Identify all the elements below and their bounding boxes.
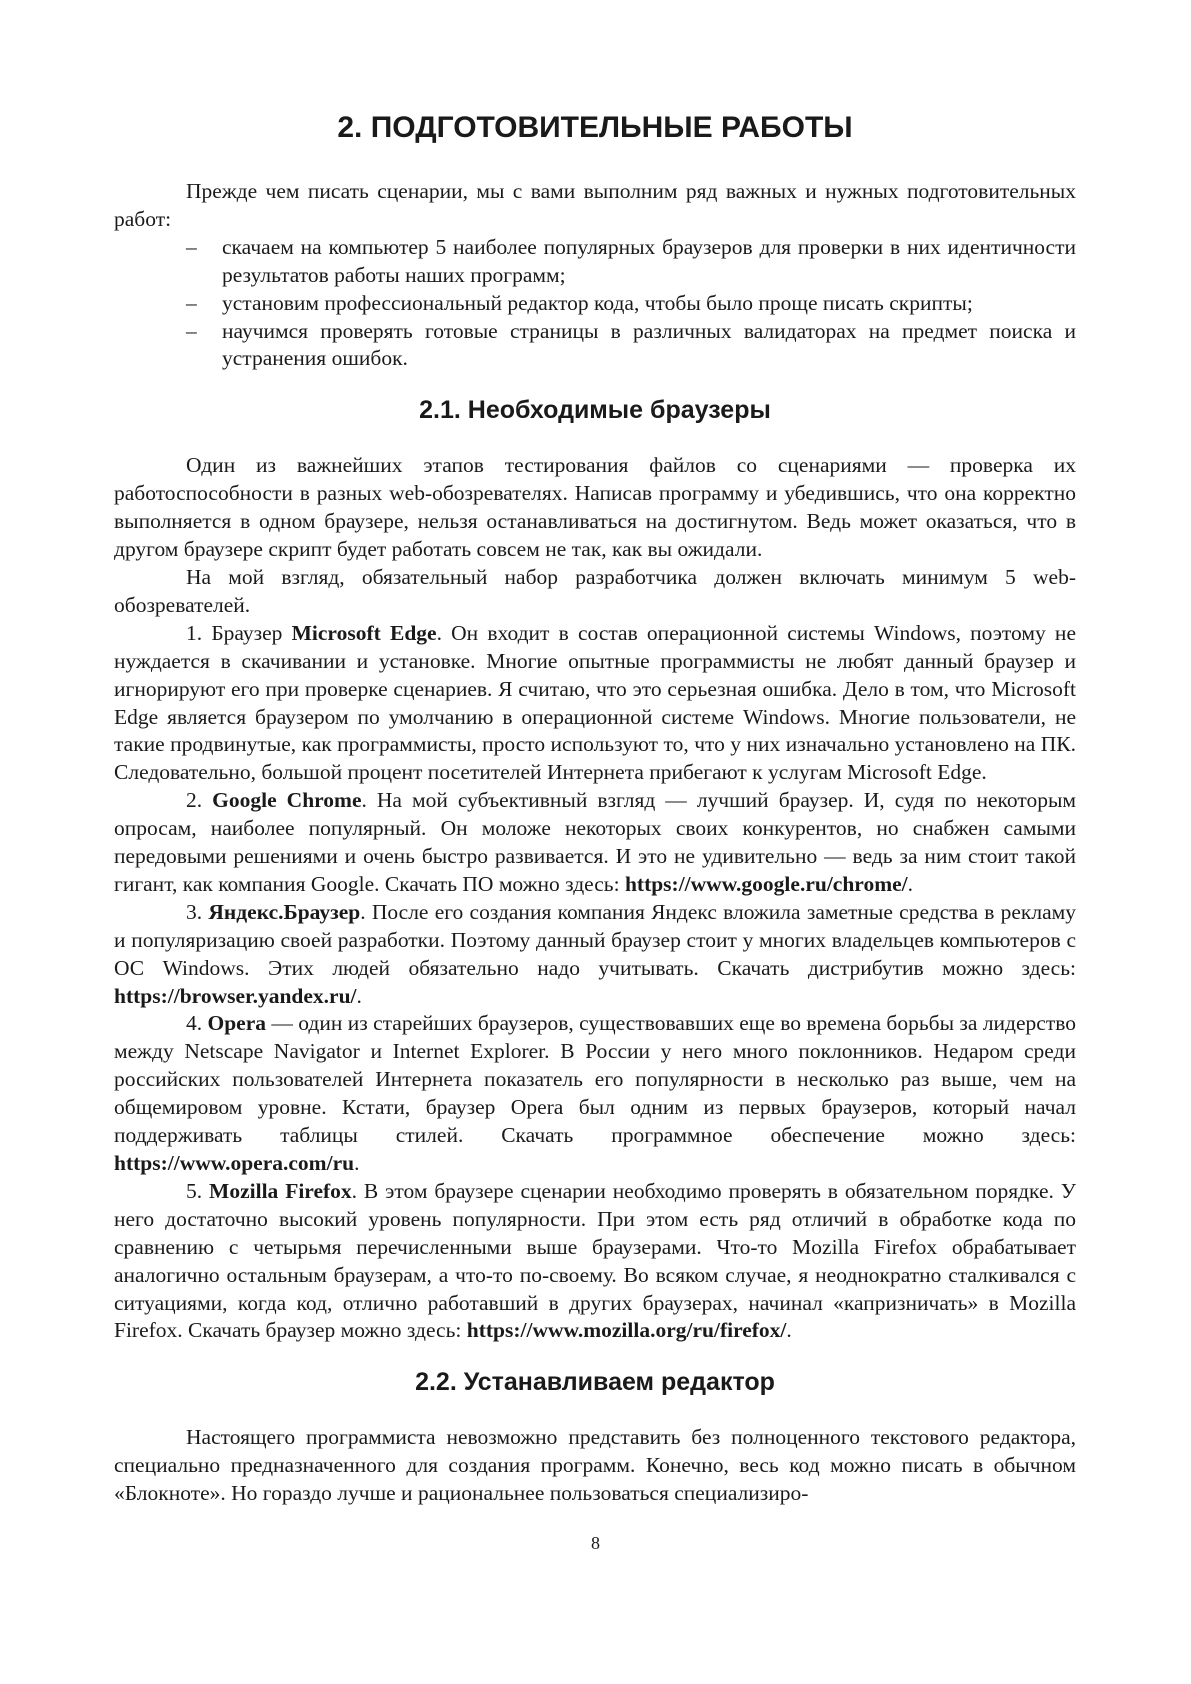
dash-marker: –: [186, 234, 197, 259]
browser-description: . После его создания компания Яндекс вложила заметные средства в рекламу и популяризацию своей разработки. Поэтому данный браузер стоит у многих владельцев компьютеров с ОС Windows. Этих людей обязательно надо учитывать. Скачать дистрибутив можно здесь:: [114, 899, 1077, 980]
period: .: [356, 983, 362, 1008]
browser-description: . На мой субъективный взгляд — лучший браузер. И, судя по некоторым опросам, наиболее популярный. Он моложе некоторых своих конкурентов, но снабжен самыми передовыми решениями и очень быстро развивается. И это не удивительно — ведь за ним стоит такой гигант, как компания Google. Скачать ПО можно здесь:: [114, 788, 1077, 896]
browser-name: Google Chrome: [212, 788, 362, 813]
list-item: [114, 234, 1076, 290]
browser-paragraph-firefox: [114, 1178, 1076, 1345]
browser-paragraph-yandex: [114, 899, 1076, 1011]
chapter-title: 2. ПОДГОТОВИТЕЛЬНЫЕ РАБОТЫ: [337, 111, 853, 144]
intro-paragraph: Прежде чем писать сценарии, мы с вами выполним ряд важных и нужных подготовительных работ:: [114, 179, 1076, 231]
period: .: [907, 871, 913, 896]
list-item-text: скачаем на компьютер 5 наиболее популярных браузеров для проверки в них идентичности результатов работы наших программ;: [222, 234, 1076, 287]
browser-name: Opera: [207, 1011, 267, 1036]
list-item: [114, 318, 1076, 374]
list-item-text: научимся проверять готовые страницы в различных валидаторах на предмет поиска и устранения ошибок.: [222, 318, 1076, 371]
browser-paragraph-chrome: [114, 787, 1076, 899]
download-url: https://www.google.ru/chrome/: [624, 871, 908, 896]
download-url: https://www.mozilla.org/ru/firefox/: [466, 1318, 787, 1343]
preparation-list: [114, 234, 1076, 374]
paragraph: На мой взгляд, обязательный набор разработчика должен включать минимум 5 web-обозревателей.: [114, 564, 1076, 617]
download-url: https://www.opera.com/ru: [114, 1151, 355, 1175]
period: .: [354, 1151, 360, 1175]
browser-prefix: 4.: [186, 1011, 208, 1036]
browser-name: Microsoft Edge: [291, 620, 437, 645]
page-number: 8: [591, 1533, 600, 1553]
browser-prefix: 2.: [186, 788, 213, 813]
dash-marker: –: [186, 318, 197, 343]
browser-prefix: 5.: [186, 1178, 210, 1203]
list-item: [114, 290, 1076, 318]
paragraph: Настоящего программиста невозможно представить без полноценного текстового редактора, специально предназначенного для создания программ. Конечно, весь код можно писать в обычном «Блокноте». Но гораздо лучше и рациональнее пользоваться специализиро-: [114, 1425, 1076, 1506]
period: .: [786, 1318, 792, 1343]
page-content: [114, 110, 1076, 1508]
browser-name: Яндекс.Браузер: [208, 899, 361, 924]
download-url: https://browser.yandex.ru/: [114, 983, 357, 1008]
browser-prefix: 1. Браузер: [186, 620, 292, 645]
browser-prefix: 3.: [186, 899, 209, 924]
section-title-browsers: 2.1. Необходимые браузеры: [419, 396, 771, 425]
browser-paragraph-edge: [114, 620, 1076, 787]
list-item-text: установим профессиональный редактор кода, чтобы было проще писать скрипты;: [222, 290, 973, 315]
section-title-editor: 2.2. Устанавливаем редактор: [415, 1368, 775, 1397]
browser-description: . Он входит в состав операционной системы Windows, поэтому не нуждается в скачивании и установке. Многие опытные программисты не любят данный браузер и игнорируют его при проверке сценариев. Я считаю, что это серьезная ошибка. Дело в том, что Microsoft Edge является браузером по умолчанию в операционной системе Windows. Многие пользователи, не такие продвинутые, как программисты, просто используют то, что у них изначально установлено на ПК. Следовательно, большой процент посетителей Интернета прибегают к услугам Microsoft Edge.: [114, 620, 1076, 785]
browser-name: Mozilla Firefox: [209, 1178, 352, 1203]
browser-description: . В этом браузере сценарии необходимо проверять в обязательном порядке. У него достаточно высокий уровень популярности. При этом есть ряд отличий в обработке кода по сравнению с четырьмя перечисленными выше браузерами. Что-то Mozilla Firefox обрабатывает аналогично остальным браузерам, а что-то по-своему. Во всяком случае, я неоднократно сталкивался с ситуациями, когда код, отлично работавший в других браузерах, начинал «капризничать» в Mozilla Firefox. Скачать браузер можно здесь:: [114, 1178, 1076, 1343]
dash-marker: –: [186, 290, 197, 315]
browser-paragraph-opera: [114, 1010, 1076, 1177]
browser-description: — один из старейших браузеров, существовавших еще во времена борьбы за лидерство между Netscape Navigator и Internet Explorer. В России у него много поклонников. Недаром среди российских пользователей Интернета показатель его популярности в несколько раз выше, чем на общемировом уровне. Кстати, браузер Opera был одним из первых браузеров, который начал поддерживать таблицы стилей. Скачать программное обеспечение можно здесь:: [114, 1011, 1076, 1148]
paragraph: Один из важнейших этапов тестирования файлов со сценариями — проверка их работоспособности в разных web-обозревателях. Написав программу и убедившись, что она корректно выполняется в одном браузере, нельзя останавливаться на достигнутом. Ведь может оказаться, что в другом браузере скрипт будет работать совсем не так, как вы ожидали.: [114, 453, 1076, 562]
